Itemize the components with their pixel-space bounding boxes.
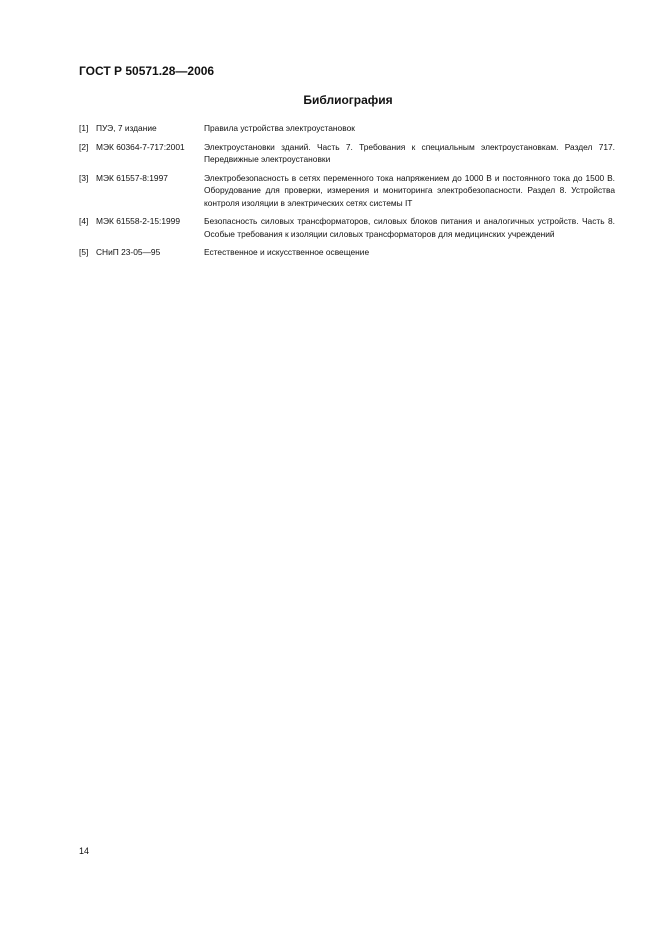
entry-reference: СНиП 23-05—95 [96, 247, 161, 257]
entry-number: [2] [79, 141, 89, 152]
section-title: Библиография [303, 93, 393, 107]
entry-description: Правила устройства электроустановок [204, 123, 355, 133]
entry-number: [5] [79, 247, 89, 257]
entry-reference: МЭК 60364-7-717:2001 [96, 141, 185, 152]
entry-number: [4] [79, 216, 89, 226]
bibliography-entry [79, 246, 615, 259]
entry-description: Электроустановки зданий. Часть 7. Требования к специальным электроустановкам. Раздел 717. Передвижные электроустановки [204, 141, 615, 164]
entry-reference: ПУЭ, 7 издание [96, 123, 157, 133]
entry-description: Электробезопасность в сетях переменного тока напряжением до 1000 В и постоянного тока до 1500 В. Оборудование для проверки, измерения и мониторинга электробезопасности. Раздел 8. Устройства контроля изоляции в электрических сетях системы IT [204, 172, 615, 208]
bibliography-entry [79, 122, 615, 135]
entry-number: [3] [79, 172, 89, 183]
bibliography-entry [79, 141, 615, 166]
page-number: 14 [79, 846, 90, 856]
entry-reference: МЭК 61557-8:1997 [96, 172, 168, 183]
bibliography-entry [79, 215, 615, 240]
bibliography-list [79, 122, 615, 265]
entry-number: [1] [79, 123, 89, 133]
entry-description: Безопасность силовых трансформаторов, силовых блоков питания и аналогичных устройств. Часть 8. Особые требования к изоляции силовых трансформаторов для медицинских учреждений [204, 216, 615, 239]
document-header: ГОСТ Р 50571.28—2006 [79, 64, 215, 78]
entry-description: Естественное и искусственное освещение [204, 247, 370, 257]
bibliography-entry [79, 172, 615, 210]
entry-reference: МЭК 61558-2-15:1999 [96, 216, 180, 226]
